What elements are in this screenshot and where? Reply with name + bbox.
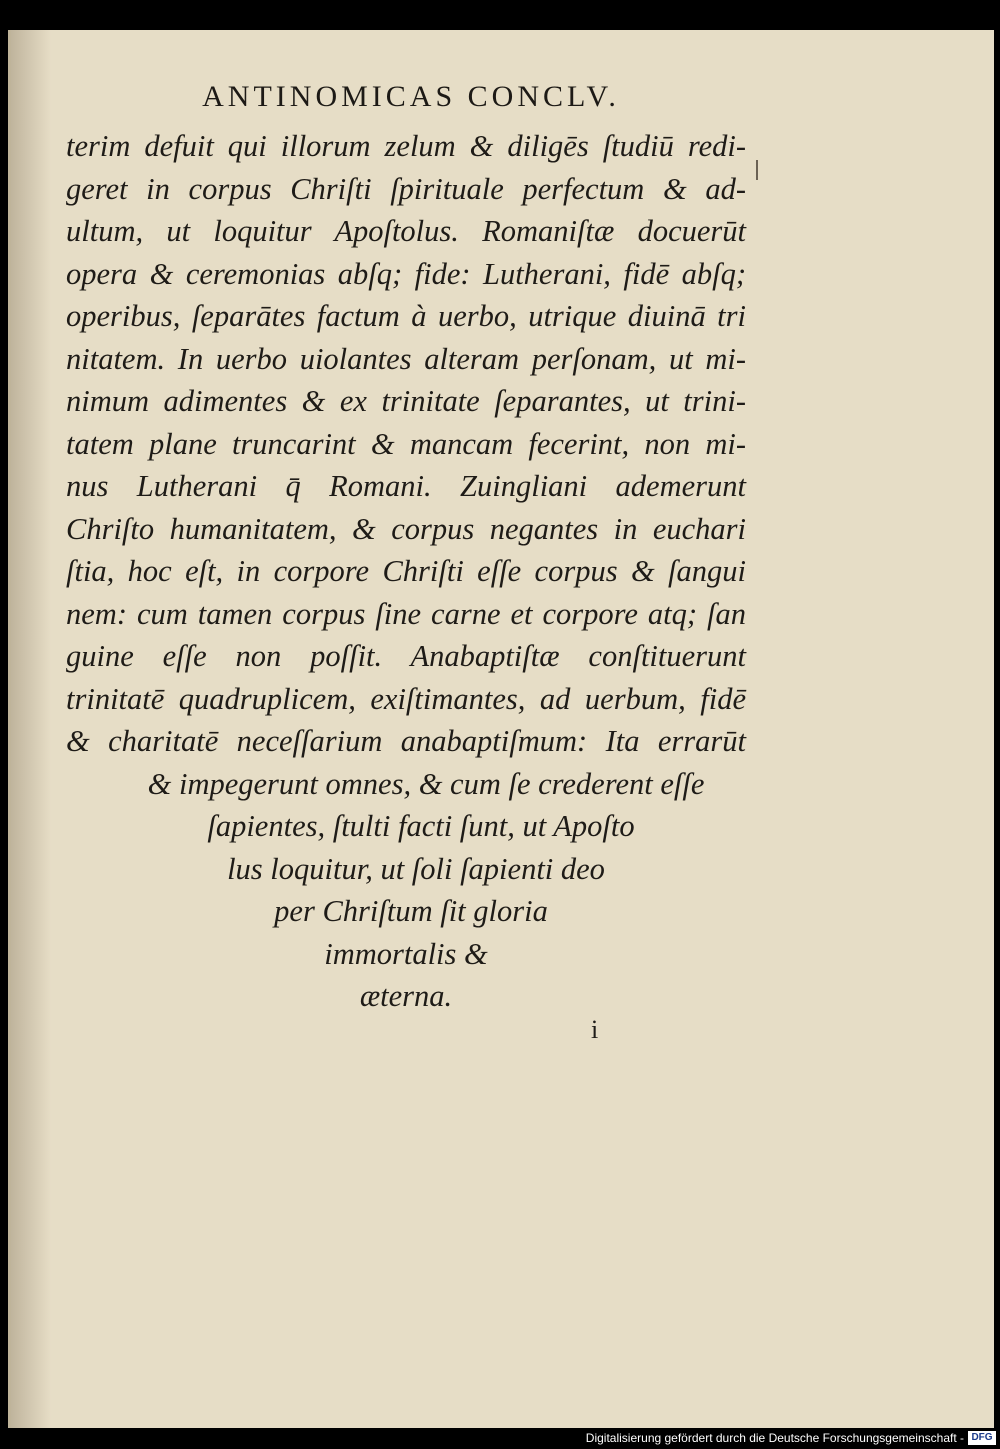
text-line: tatem plane truncarint & mancam fecerint, non mi- — [66, 426, 746, 461]
text-line: lus loquitur, ut ſoli ſapienti deo — [227, 851, 605, 886]
text-line: ſtia, hoc eſt, in corpore Chriſti eſſe corpus & ſangui — [66, 554, 746, 588]
text-line: operibus, ſeparātes factum à uerbo, utrique diuinā tri — [66, 299, 746, 333]
text-line: per Chriſtum ſit gloria — [274, 894, 548, 928]
signature-mark: i — [591, 1015, 599, 1044]
text-line: geret in corpus Chriſti ſpirituale perfectum & ad- — [66, 171, 746, 206]
margin-mark — [756, 160, 758, 180]
text-line: trinitatē quadruplicem, exiſtimantes, ad uerbum, fidē — [66, 681, 746, 716]
text-line: guine eſſe non poſſit. Anabaptiſtæ conſtituerunt — [66, 639, 746, 673]
book-page — [8, 30, 994, 1428]
text-line: æterna. — [359, 979, 453, 1013]
body-text — [66, 125, 746, 1018]
funding-credit: Digitalisierung gefördert durch die Deutsche Forschungsgemeinschaft - — [585, 1431, 964, 1445]
text-line: ſapientes, ſtulti facti ſunt, ut Apoſto — [207, 809, 635, 843]
text-line: & impegerunt omnes, & cum ſe crederent eſſe — [147, 766, 705, 801]
page-gutter-shadow — [11, 30, 51, 1428]
dfg-logo: DFG — [968, 1431, 996, 1445]
text-line: nimum adimentes & ex trinitate ſeparantes, ut trini- — [66, 384, 746, 418]
text-line: ultum, ut loquitur Apoſtolus. Romaniſtæ docuerūt — [66, 214, 746, 248]
text-line: & charitatē neceſſarium anabaptiſmum: Ita errarūt — [66, 724, 746, 758]
text-line: nus Lutherani q̄ Romani. Zuingliani ademerunt — [66, 469, 746, 503]
text-line: nem: cum tamen corpus ſine carne et corpore atq; ſan — [66, 596, 746, 631]
footer-bar — [0, 1428, 1000, 1449]
running-header: ANTINOMICAS CONCLV. — [202, 80, 620, 113]
text-line: opera & ceremonias abſq; fide: Lutherani, fidē abſq; — [66, 256, 746, 291]
text-line: terim defuit qui illorum zelum & diligēs ſtudiū redi- — [66, 129, 746, 163]
text-line: nitatem. In uerbo uiolantes alteram perſonam, ut mi- — [66, 341, 746, 376]
text-line: immortalis & — [324, 936, 488, 971]
text-line: Chriſto humanitatem, & corpus negantes in euchari — [66, 511, 746, 546]
